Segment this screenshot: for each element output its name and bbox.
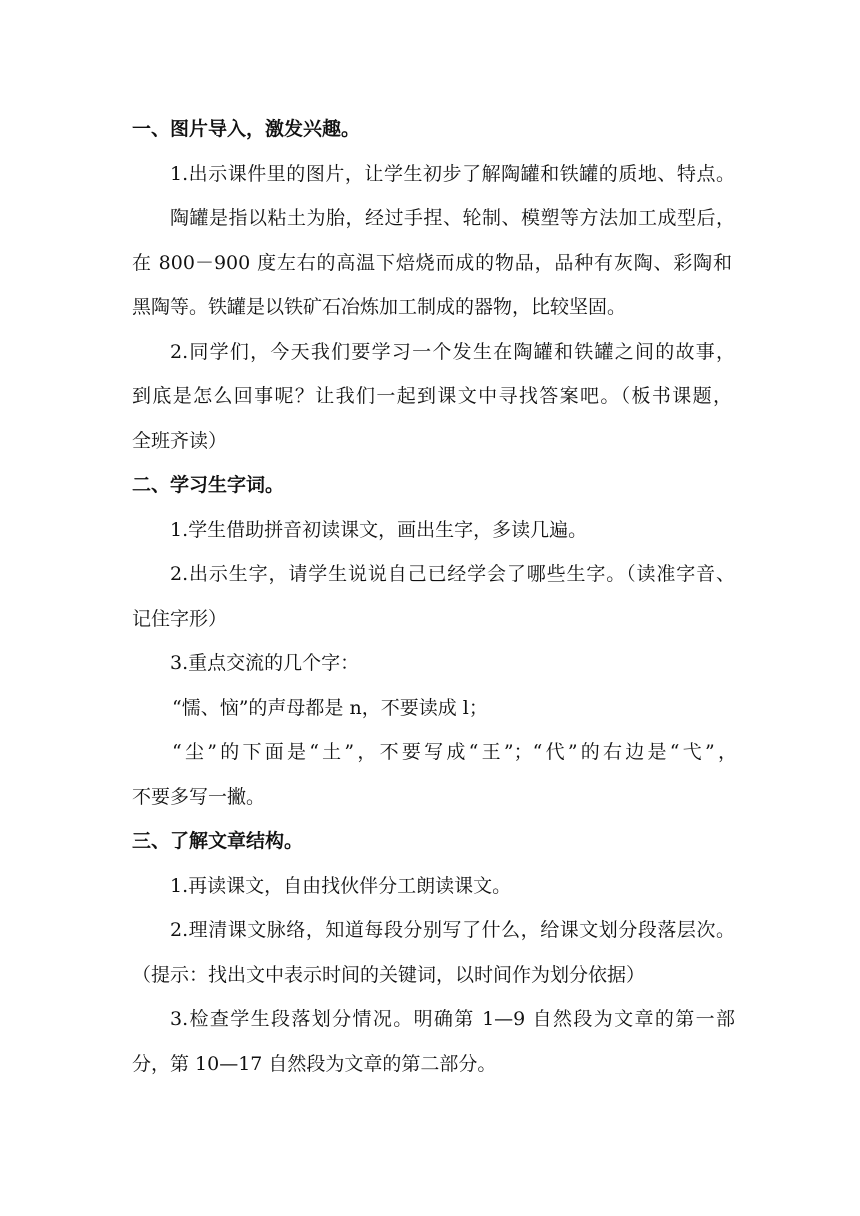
section-heading-1: 一、图片导入，激发兴趣。 (132, 118, 361, 140)
paragraph-line: 不要多写一撇。 (132, 786, 266, 808)
paragraph-line: 1.出示课件里的图片，让学生初步了解陶罐和铁罐的质地、特点。 (170, 163, 735, 185)
paragraph-line: 全班齐读） (132, 430, 228, 452)
paragraph-line: 2.出示生字，请学生说说自己已经学会了哪些生字。（读准字音、 (170, 563, 735, 585)
paragraph-line: 黑陶等。铁罐是以铁矿石冶炼加工制成的器物，比较坚固。 (132, 296, 627, 318)
paragraph-line: 1.学生借助拼音初读课文，画出生字，多读几遍。 (170, 519, 588, 541)
paragraph-line: 3.检查学生段落划分情况。明确第 1—9 自然段为文章的第一部 (170, 1008, 735, 1030)
paragraph-line: 在 800－900 度左右的高温下焙烧而成的物品，品种有灰陶、彩陶和 (132, 252, 732, 274)
paragraph-line: “尘”的下面是“土”，不要写成“王”；“代”的右边是“弋”， (172, 741, 737, 763)
paragraph-line: （提示：找出文中表示时间的关键词，以时间作为划分依据） (132, 964, 646, 986)
paragraph-line: 陶罐是指以粘土为胎，经过手捏、轮制、模塑等方法加工成型后， (170, 207, 735, 229)
paragraph-line: 到底是怎么回事呢？让我们一起到课文中寻找答案吧。（板书课题， (132, 385, 732, 407)
paragraph-line: 2.同学们，今天我们要学习一个发生在陶罐和铁罐之间的故事， (170, 341, 735, 363)
section-heading-2: 二、学习生字词。 (132, 474, 285, 496)
paragraph-line: 1.再读课文，自由找伙伴分工朗读课文。 (170, 875, 512, 897)
paragraph-line: 记住字形） (132, 608, 228, 630)
paragraph-line: 分，第 10—17 自然段为文章的第二部分。 (132, 1053, 497, 1075)
section-heading-3: 三、了解文章结构。 (132, 830, 304, 852)
paragraph-line: 3.重点交流的几个字： (170, 652, 360, 674)
paragraph-line: 2.理清课文脉络，知道每段分别写了什么，给课文划分段落层次。 (170, 919, 735, 941)
paragraph-line: “懦、恼”的声母都是 n，不要读成 l； (172, 697, 488, 719)
